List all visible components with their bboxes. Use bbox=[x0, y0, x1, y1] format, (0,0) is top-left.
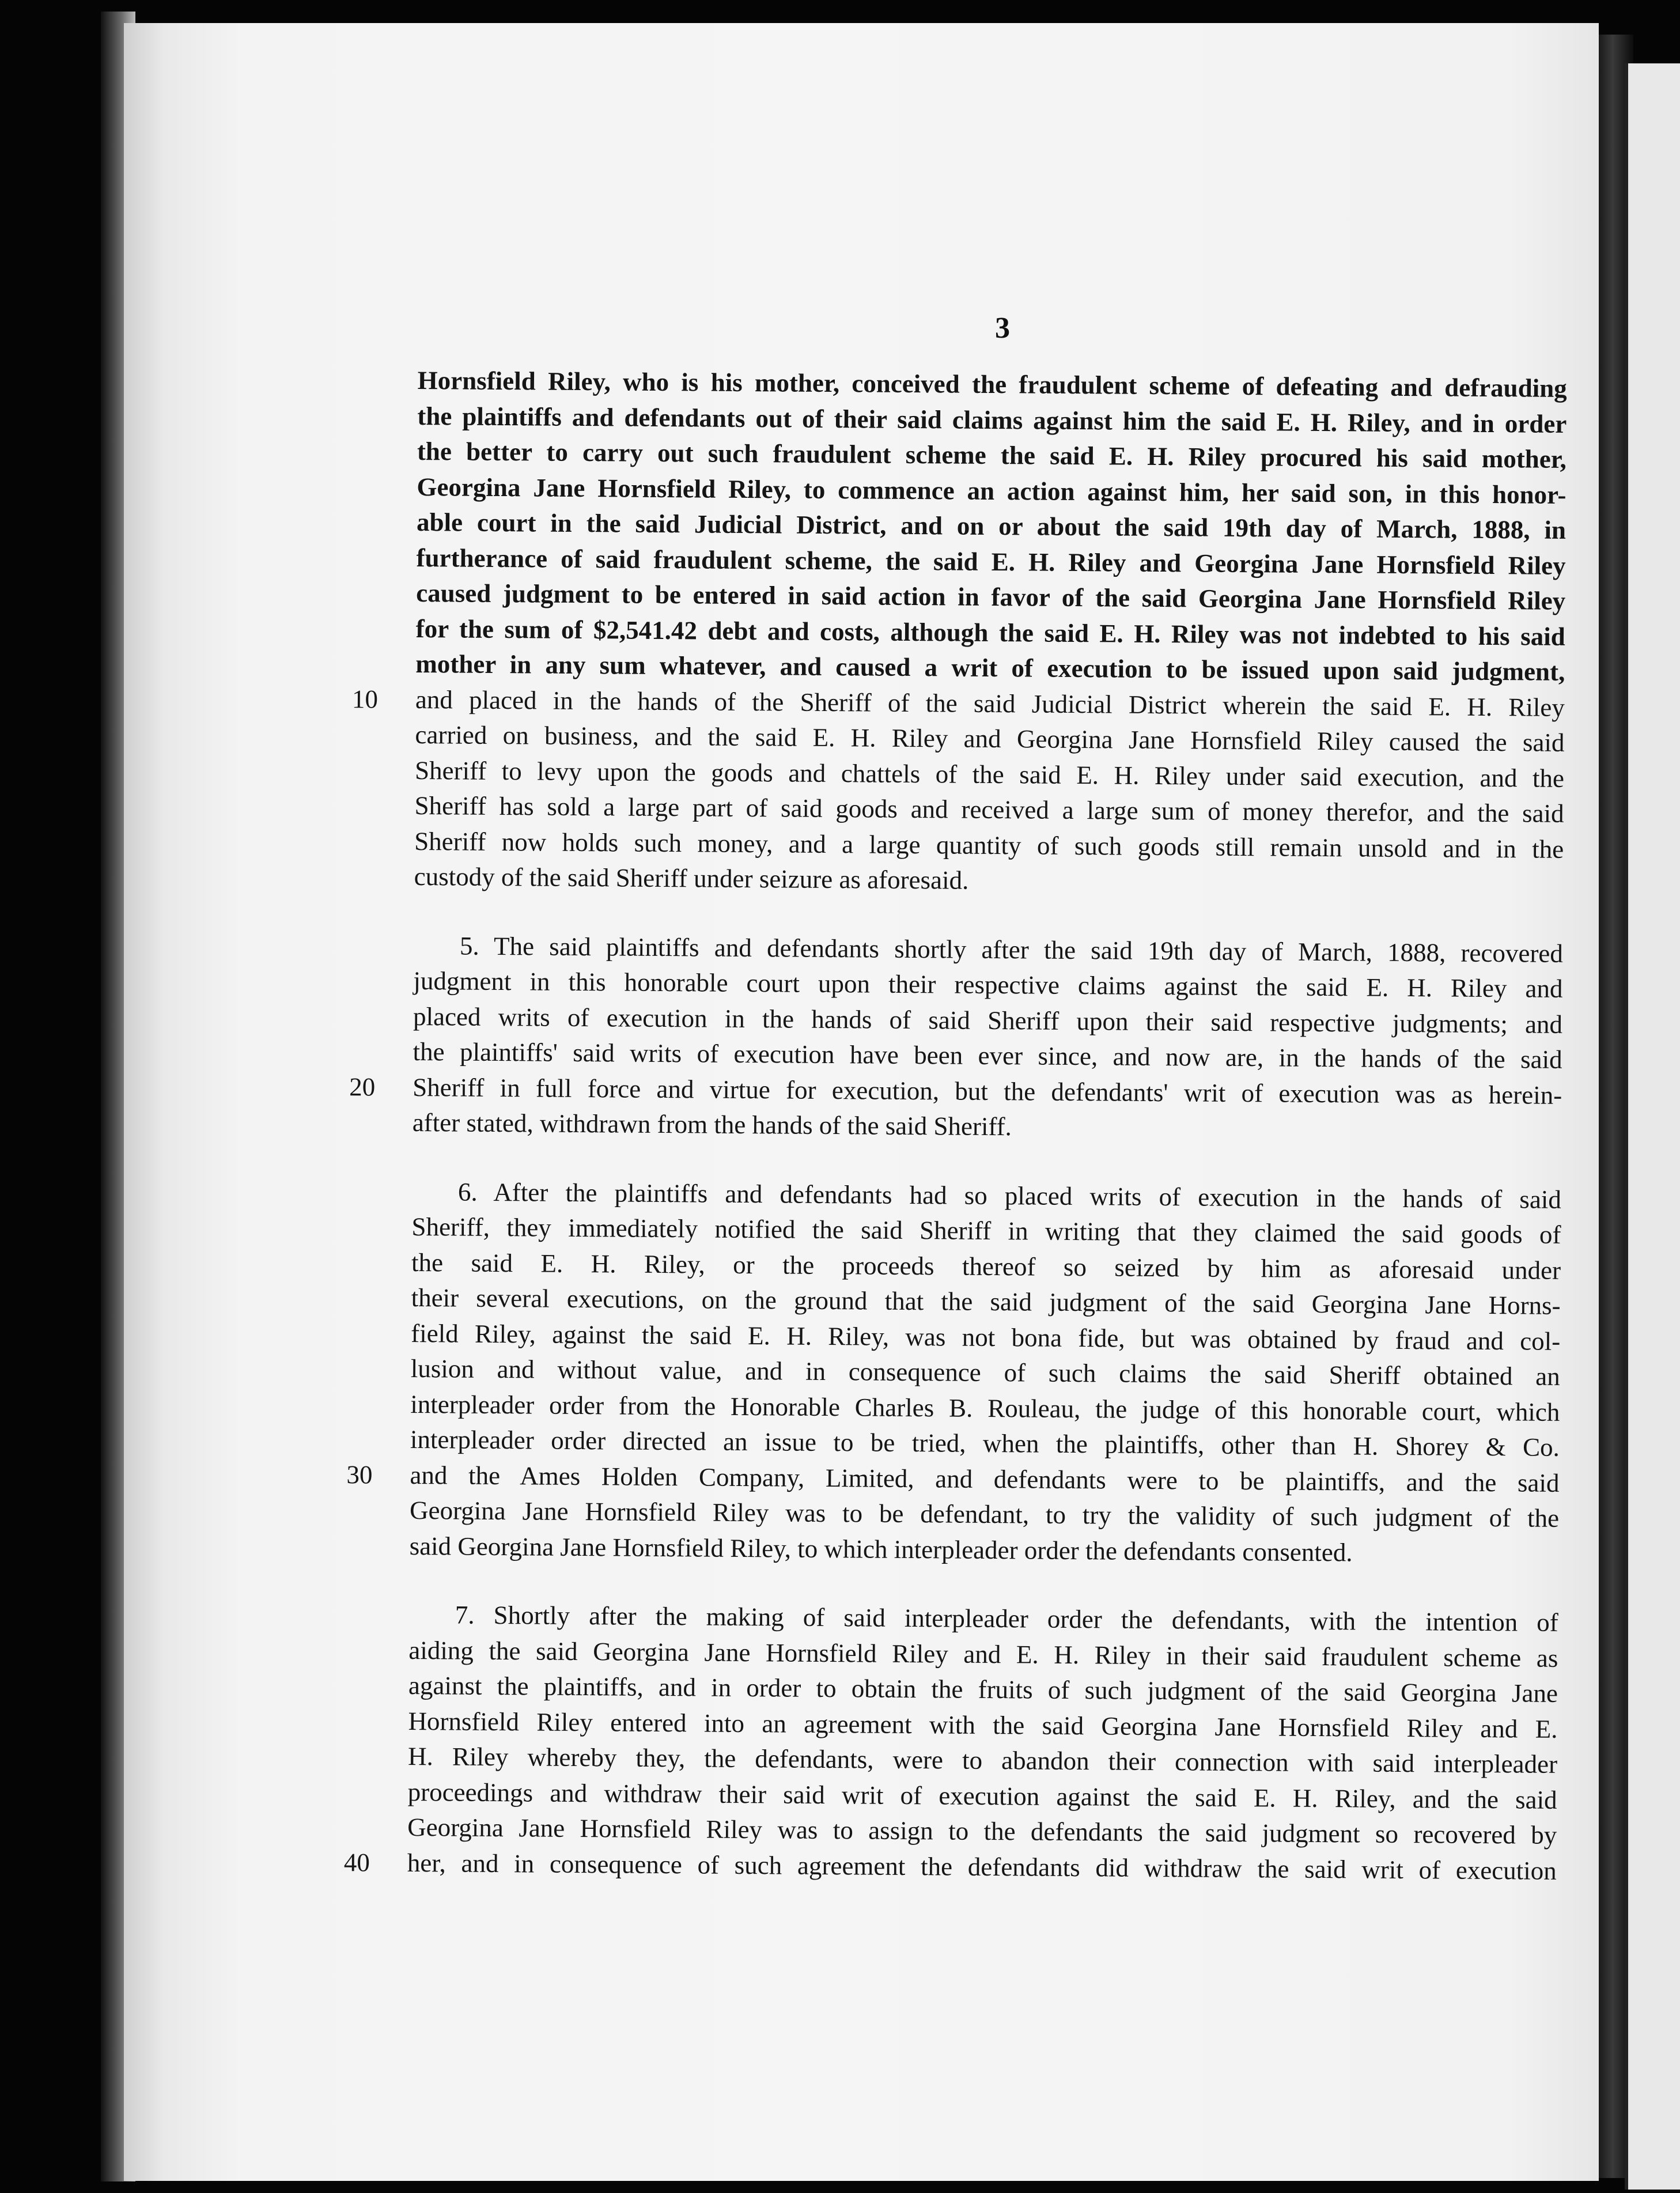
margin-line-number: 30 bbox=[346, 1460, 373, 1489]
margin-line-number: 10 bbox=[351, 684, 379, 714]
text-line: the plaintiffs and defendants out of their said claims against him the said E. H. Riley, and in order bbox=[417, 401, 1567, 438]
text-line: 5. The said plaintiffs and defendants shortly after the said 19th day of March, 1888, recovered bbox=[459, 931, 1564, 968]
text-line: carried on business, and the said E. H. Riley and Georgina Jane Hornsfield Riley caused the said bbox=[415, 720, 1565, 757]
text-line: Sheriff now holds such money, and a large quantity of such goods still remain unsold and in the bbox=[414, 826, 1564, 864]
text-line: and the Ames Holden Company, Limited, and defendants were to be plaintiffs, and the said bbox=[410, 1460, 1560, 1498]
text-line: mother in any sum whatever, and caused a writ of execution to be issued upon said judgment, bbox=[415, 649, 1565, 686]
text-line: judgment in this honorable court upon their respective claims against the said E. H. Riley and bbox=[413, 966, 1563, 1003]
text-line: the plaintiffs' said writs of execution have been ever since, and now are, in the hands of the said bbox=[413, 1037, 1562, 1074]
margin-line-number: 40 bbox=[343, 1847, 370, 1877]
text-line: Georgina Jane Hornsfield Riley, to commence an action against him, her said son, in this honor- bbox=[417, 472, 1567, 509]
text-line: furtherance of said fraudulent scheme, the said E. H. Riley and Georgina Jane Hornsfield Riley bbox=[416, 543, 1566, 580]
text-line: their several executions, on the ground that the said judgment of the said Georgina Jane Horns- bbox=[411, 1283, 1561, 1320]
text-line: Hornsfield Riley entered into an agreement with the said Georgina Jane Hornsfield Riley and E. bbox=[408, 1706, 1558, 1744]
text-line: Sheriff to levy upon the goods and chattels of the said E. H. Riley under said execution, and the bbox=[414, 755, 1565, 793]
paragraph-continuation bbox=[351, 363, 1567, 902]
text-line: custody of the said Sheriff under seizure as aforesaid. bbox=[414, 861, 969, 895]
text-line: Sheriff, they immediately notified the said Sheriff in writing that they claimed the said goods of bbox=[411, 1212, 1561, 1249]
text-line: proceedings and withdraw their said writ of execution against the said E. H. Riley, and the said bbox=[407, 1777, 1557, 1814]
text-line: lusion and without value, and in consequence of such claims the said Sheriff obtained an bbox=[410, 1353, 1560, 1391]
text-line: interpleader order directed an issue to be tried, when the plaintiffs, other than H. Shorey & Co. bbox=[410, 1424, 1560, 1462]
text-line: field Riley, against the said E. H. Riley, was not bona fide, but was obtained by fraud and col- bbox=[411, 1318, 1561, 1356]
page-number: 3 bbox=[995, 312, 1010, 345]
text-line: Sheriff has sold a large part of said goods and received a large sum of money therefor, and the said bbox=[414, 791, 1564, 828]
text-line: Sheriff in full force and virtue for execution, but the defendants' writ of execution was as herein- bbox=[413, 1072, 1562, 1110]
text-line: for the sum of $2,541.42 debt and costs, although the said E. H. Riley was not indebted to his said bbox=[415, 614, 1565, 651]
paragraph-5 bbox=[349, 928, 1564, 1148]
text-line: said Georgina Jane Hornsfield Riley, to which interpleader order the defendants consented. bbox=[409, 1531, 1353, 1567]
text-line: placed writs of execution in the hands of said Sheriff upon their said respective judgments; and bbox=[413, 1001, 1563, 1039]
paragraph-7 bbox=[343, 1597, 1558, 1889]
text-line: H. Riley whereby they, the defendants, were to abandon their connection with said interpleader bbox=[407, 1741, 1558, 1779]
paragraph-6 bbox=[346, 1174, 1562, 1571]
text-line: interpleader order from the Honorable Charles B. Rouleau, the judge of this honorable court, which bbox=[410, 1389, 1560, 1427]
text-line: able court in the said Judicial District, and on or about the said 19th day of March, 1888, in bbox=[416, 507, 1567, 545]
text-line: Georgina Jane Hornsfield Riley was to be defendant, to try the validity of such judgment of the bbox=[409, 1495, 1560, 1533]
text-line: the said E. H. Riley, or the proceeds thereof so seized by him as aforesaid under bbox=[411, 1247, 1561, 1285]
text-line: 6. After the plaintiffs and defendants had so placed writs of execution in the hands of said bbox=[457, 1177, 1562, 1214]
text-line: caused judgment to be entered in said action in favor of the said Georgina Jane Hornsfield Riley bbox=[416, 578, 1566, 615]
text-line: against the plaintiffs, and in order to obtain the fruits of such judgment of the said Georgina Jane bbox=[408, 1670, 1558, 1708]
text-line: aiding the said Georgina Jane Hornsfield Riley and E. H. Riley in their said fraudulent scheme as bbox=[408, 1635, 1558, 1673]
text-line: and placed in the hands of the Sheriff of the said Judicial District wherein the said E. H. Riley bbox=[415, 685, 1565, 722]
text-line: Georgina Jane Hornsfield Riley was to assign to the defendants the said judgment so recovered by bbox=[407, 1812, 1557, 1850]
text-line: after stated, withdrawn from the hands of the said Sheriff. bbox=[412, 1107, 1012, 1141]
margin-line-number: 20 bbox=[349, 1072, 376, 1102]
text-line: 7. Shortly after the making of said interpleader order the defendants, with the intention of bbox=[455, 1600, 1558, 1637]
document-body bbox=[343, 363, 1567, 1889]
text-line: Hornsfield Riley, who is his mother, conceived the fraudulent scheme of defeating and defrauding bbox=[417, 365, 1567, 403]
text-line: her, and in consequence of such agreement the defendants did withdraw the said writ of execution bbox=[407, 1848, 1557, 1885]
adjacent-page-edge bbox=[1625, 63, 1680, 2190]
text-line: the better to carry out such fraudulent scheme the said E. H. Riley procured his said mother, bbox=[417, 436, 1567, 474]
